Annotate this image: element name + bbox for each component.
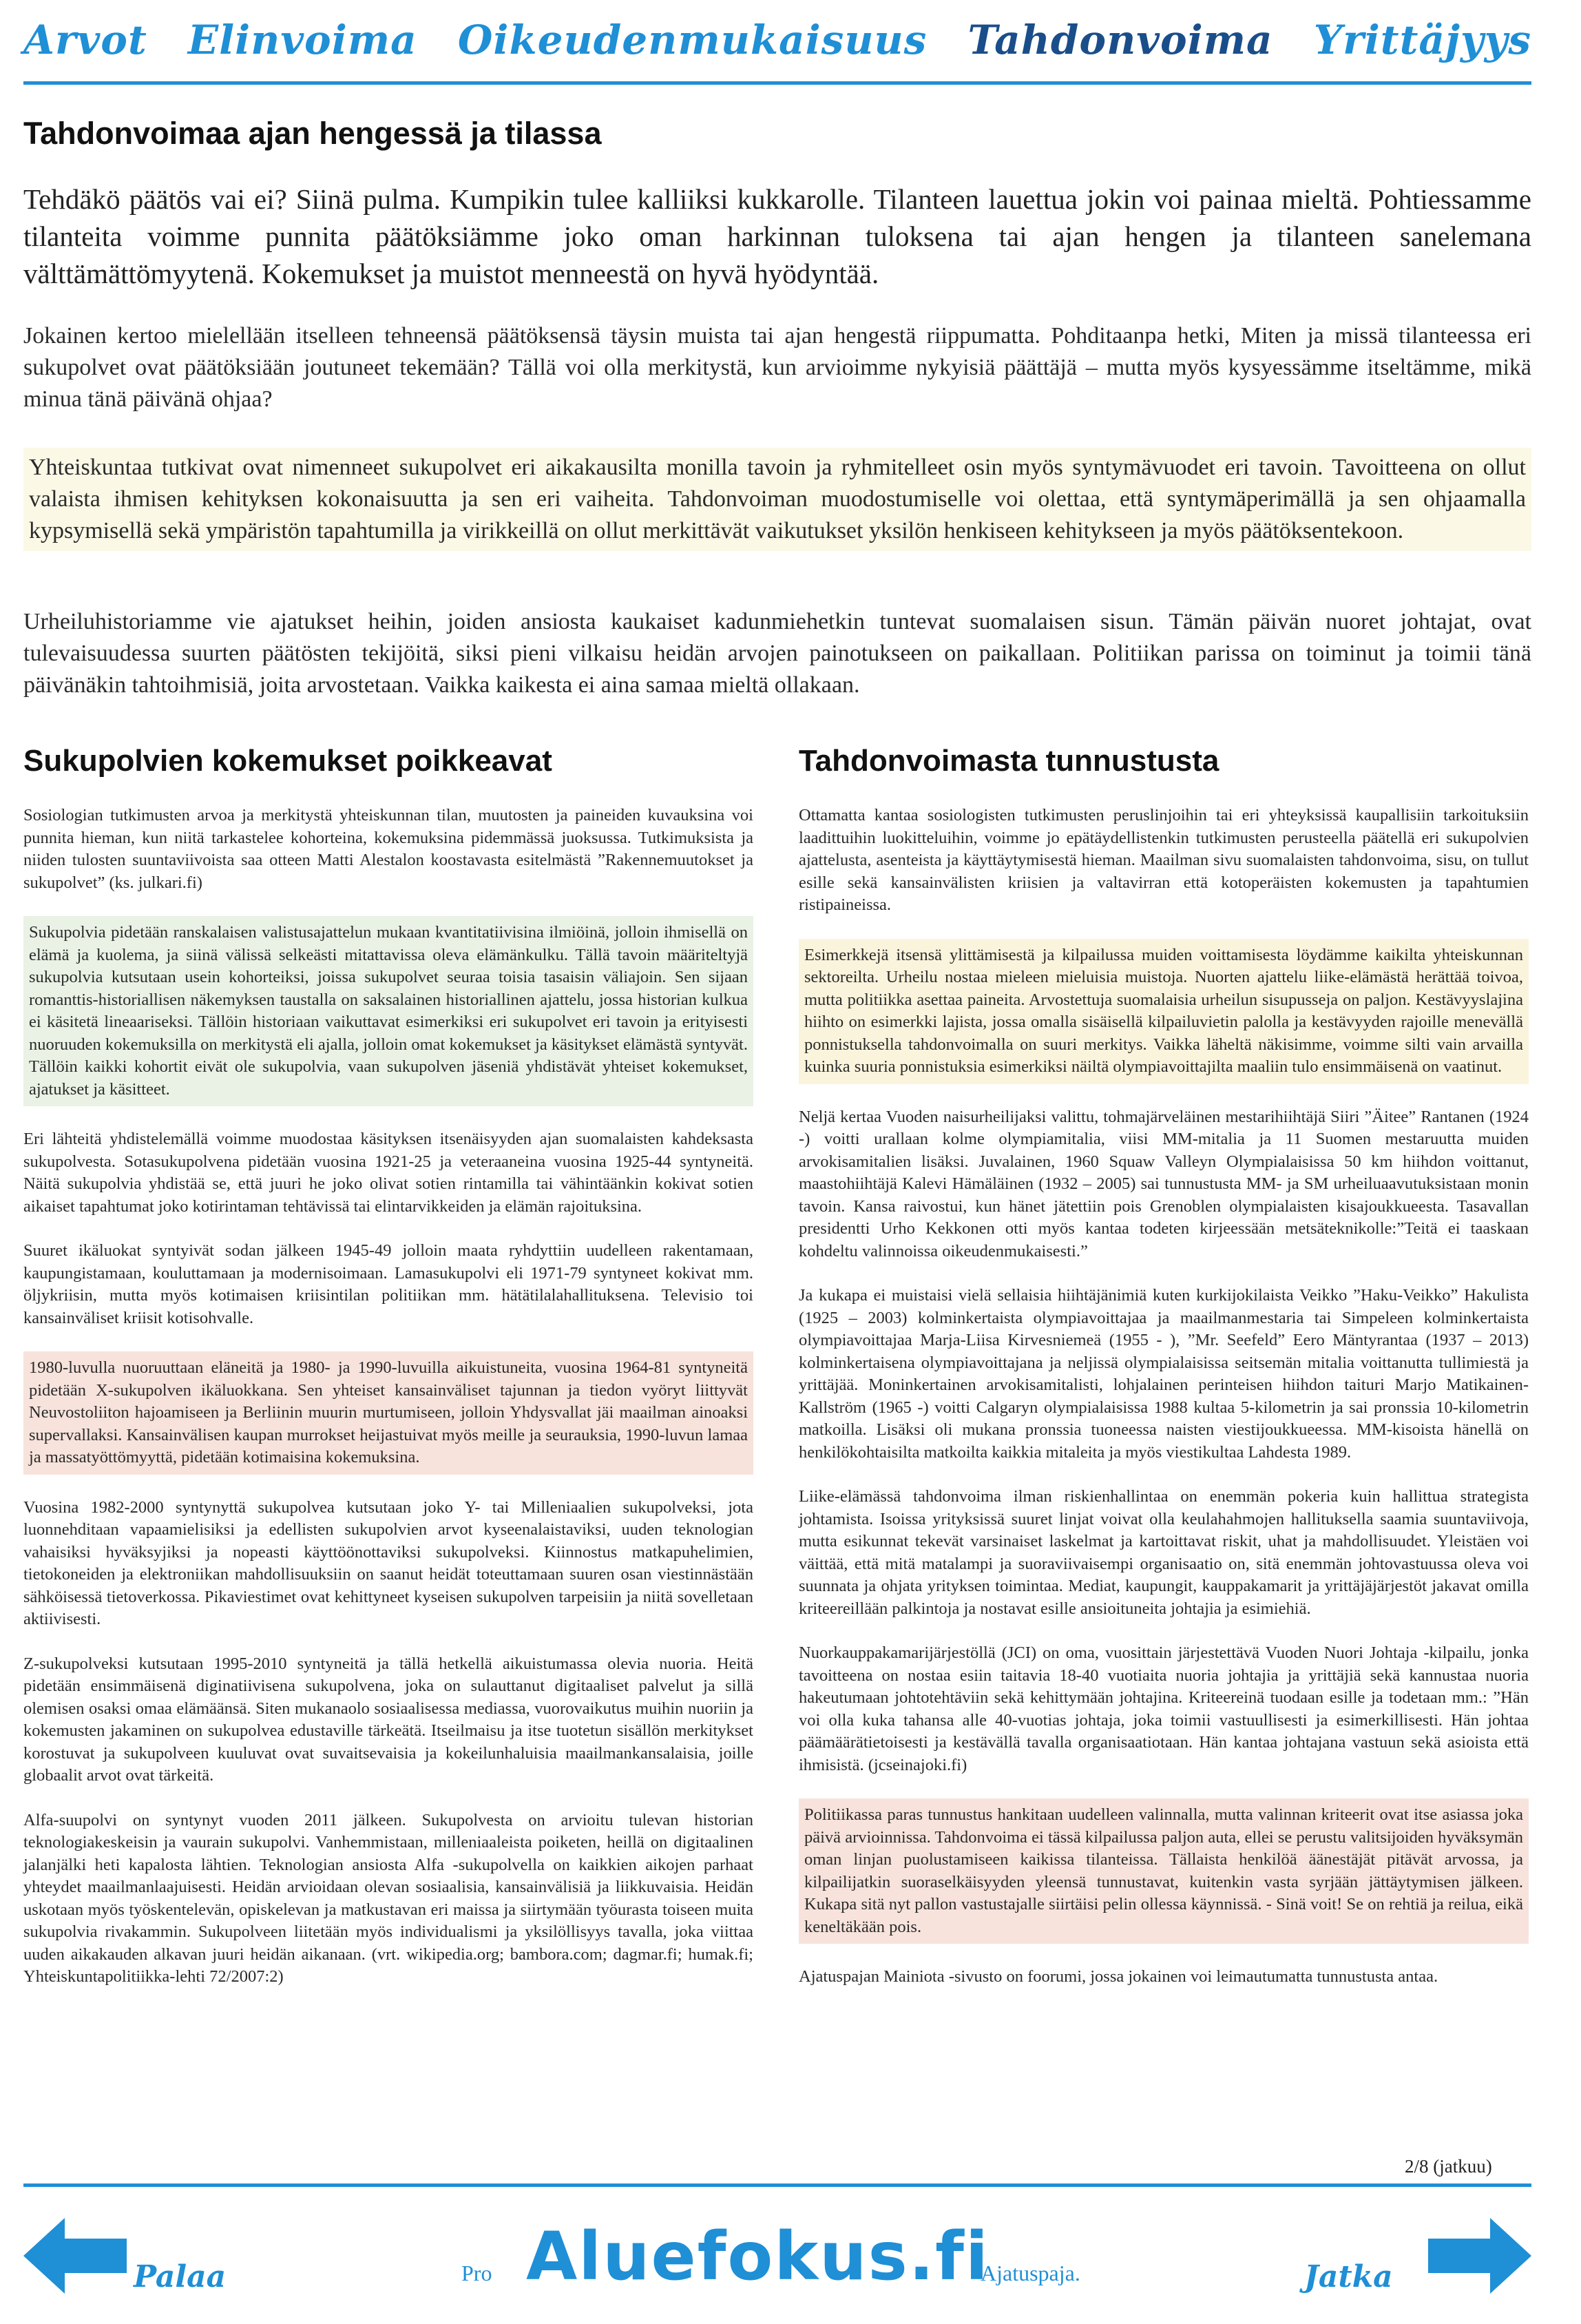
left-paragraph: Z-sukupolveksi kutsutaan 1995-2010 syntyneitä ja tällä hetkellä aikuistumassa olevia nuoria. Heitä pidetään ensimmäisenä diginatiivisena sukupolvena, joka on sulauttanut digitaaliset palvelut ja sillä olemisen osaksi omaa elämäänsä. Siten mukanaolo sosiaalisessa mediassa, vuorovaikutus muihin nuoriin ja kokemusten jakaminen on sukupolvea edustaville tärkeätä. Itseilmaisu ja itse tuotetun sisällön merkitykset korostuvat ja sukupolveen kuuluvat ovat suvaitsevaisia ja kokeilunhaluisia maailmankansalaisia, joille globaalit arvot ovat tärkeitä. <box>23 1654 753 1785</box>
nav-elinvoima[interactable]: Elinvoima <box>187 17 417 63</box>
left-paragraph-highlight: 1980-luvulla nuoruuttaan eläneitä ja 1980- ja 1990-luvuilla aikuistuneita, vuosina 1964-81 syntyneitä pidetään X-sukupolven ikäluokkana. Sen yhteiset kansainväliset tajunnan ja tiedon vyöryt liittyvät Neuvostoliiton hajoamiseen ja Berliinin muurin murtumiseen, jolloin Yhdysvallat jäi maailman ainoaksi supervallaksi. Kansainvälisen kaupan murrokset heijastuivat myös meille ja seurauksia, 1990-luvun lamaa ja massatyöttömyyttä, pidetään kotimaisina kokemuksina. <box>23 1351 753 1475</box>
next-link[interactable]: Jatka <box>1304 2259 1393 2294</box>
back-arrow-icon[interactable] <box>23 2218 127 2294</box>
intro-paragraph: Tehdäkö päätös vai ei? Siinä pulma. Kumpikin tulee kalliiksi kukkarolle. Tilanteen lauettua jokin voi painaa mieltä. Pohtiessamme tilanteita voimme punnita päätöksiämme joko oman harkinnan tuloksena tai ajan hengen ja tilanteen sanelemana välttämättömyytenä. Kokemukset ja muistot menneestä on hyvä hyödyntää. <box>23 183 1531 289</box>
left-paragraph: Eri lähteitä yhdistelemällä voimme muodostaa käsityksen itsenäisyyden ajan suomalaisten kahdeksasta sukupolvesta. Sotasukupolvena pidetään vuosina 1921-25 ja veteraaneina vuosina 1925-44 syntyneitä. Näitä sukupolvia yhdistää se, että juuri he joko olivat sotien rintamilla tai vähintäänkin kokivat sotien aikaiset tapahtumat joko kotirintaman tehtävissä tai elintarvikkeiden ja elämän rajoituksina. <box>23 1130 753 1216</box>
nav-yrittajyys[interactable]: Yrittäjyys <box>1313 17 1531 63</box>
page-title: Tahdonvoimaa ajan hengessä ja tilassa <box>23 116 602 151</box>
paragraph-1: Jokainen kertoo mielellään itselleen tehneensä päätöksensä täysin muista tai ajan hengestä riippumatta. Pohditaanpa hetki, Miten ja missä tilanteessa eri sukupolvet ovat päätöksiään joutuneet tekemään? Tällä voi olla merkitystä, kun arvioimme nykyisiä päättäjä – mutta myös kysyessämme itseltämme, mikä minua tänä päivänä ohjaa? <box>23 323 1531 412</box>
right-paragraph: Nuorkauppakamarijärjestöllä (JCI) on oma, vuosittain järjestettävä Vuoden Nuori Johtaja -kilpailu, jonka tavoitteena on nostaa esiin taitavia 18-40 vuotiaita nuoria johtajia ja yrittäjiä sekä kannustaa nuoria hakeutumaan johtotehtäviin sekä kehittymään johtajina. Kriteereinä tuodaan esille ja todetaan mm.: ”Hän voi olla kuka tahansa alle 40-vuotias johtaja, joka toimii vastuullisesti ja esimerkillisesti. Hän johtaa päämäärätietoisesti ja kestävällä tavalla organisaatiotaan. Hän kantaa johtajana vastuun sekä asioista että ihmisistä. (jcseinajoki.fi) <box>799 1643 1529 1774</box>
footer-pro: Pro <box>461 2261 492 2285</box>
site-logo[interactable]: Aluefokus.fi <box>526 2218 990 2295</box>
left-paragraph: Suuret ikäluokat syntyivät sodan jälkeen 1945-49 jolloin maata ryhdyttiin uudelleen rakentamaan, kaupungistamaan, kouluttamaan ja modernisoimaan. Lamasukupolvi eli 1971-79 syntyneet kokivat mm. öljykriisin, mutta myös kotimaisen kriisintilan politiikan mm. hätätilalahallituksena. Televisio toi kansainväliset kriisit kotisohvalle. <box>23 1241 753 1327</box>
left-paragraph-highlight: Sukupolvia pidetään ranskalaisen valistusajattelun mukaan kvantitatiivisina ilmiöinä, jolloin ihmisellä on elämä ja kuolema, ja siinä välissä selkeästi mitattavissa oleva elämänkulku. Tällä tavoin määriteltyjä sukupolvia kutsutaan usein kohorteiksi, joissa sukupolvet seuraa toisia tasaisin väliajoin. Sen sijaan romanttis-historiallisen näkemyksen taustalla on saksalainen historiallinen ajattelu, jossa historian kulkua ei käsitetä lineaariseksi. Tällöin historiaan vaikuttavat esimerkiksi eri sukupolvet eri tavoin ja erityisesti nuoruuden kokemuksilla on merkitystä eli ajalla, jolloin omat kokemukset ja käsitykset elämästä syntyvät. Tällöin kaikki kohortit eivät ole sukupolvia, vaan sukupolven jäseniä yhdistävät yhteiset kokemukset, ajatukset ja käsitteet. <box>23 916 753 1106</box>
right-paragraph: Ja kukapa ei muistaisi vielä sellaisia hiihtäjänimiä kuten kurkijokilaista Veikko ”Haku-Veikko” Hakulista (1925 – 2003) kolminkertaista olympiavoittajaa ja maailmanmestaria tai Simpeleen kolminkertaista olympiavoittajaa Marja-Liisa Kirvesniemeä (1955 - ), ”Mr. Seefeld” Eero Mäntyrantaa (1937 – 2013) kolminkertaisena olympiavoittajana ja neljissä olympialaisissa seitsemän mitalia voittanutta tullimiestä ja yrittäjää. Moninkertainen arvokisamitalisti, lohjalainen perinteisen hiihdon taituri Marjo Matikainen-Kallström (1965 -) voitti Calgaryn olympialaisissa 1988 kultaa 5-kilometrin ja sai pronssia 10-kilometrin matkoilla. Lisäksi oli mukana pronssia tuoneessa naisten viestijoukkueessa. MM-kisoista hänellä on henkilökohtaisilta matkoilta kaikkia mitaleita ja myös viestikultaa Lahdesta 1989. <box>799 1286 1529 1462</box>
left-paragraph: Alfa-suupolvi on syntynyt vuoden 2011 jälkeen. Sukupolvesta on arvioitu tulevan historian teknologiakeskeisin ja vaurain sukupolvi. Vanhemmistaan, milleniaaleista poiketen, heillä on digitaalinen jalanjälki heti kapalosta lähtien. Teknologian ansiosta Alfa -sukupolvella on kaikkien aikojen parhaat yhteydet maailmanlaajuisesti. Heidän arvioidaan olevan sosiaalisia, kansainvälisiä ja liikkuvaisia. Heidän uskotaan myös työskentelevän, opiskelevan ja matkustavan eri maissa ja siirtymään työurasta toiseen muita sukupolvia rivakammin. Sukupolveen liitetään myös individualismi ja yksilöllisyys tavalla, joka viittaa uuden aikakauden alkavan juuri heidän aikanaan. (vrt. wikipedia.org; bambora.com; dagmar.fi; humak.fi; Yhteiskuntapolitiikka-lehti 72/2007:2) <box>23 1810 753 1986</box>
left-paragraph: Sosiologian tutkimusten arvoa ja merkitystä yhteiskunnan tilan, muutosten ja paineiden kuvauksina voi punnita hieman, kun niitä tarkastelee kohorteina, kokemuksina pidemmässä juoksussa. Tutkimuksista ja niiden tulosten suuntaviivoista saa otteen Matti Alestalon koostavasta esitelmästä ”Rakennemuutokset ja sukupolvet” (ks. julkari.fi) <box>23 806 753 892</box>
page-number: 2/8 (jatkuu) <box>1405 2156 1492 2177</box>
footer-subtitle: Ajatuspaja. <box>981 2261 1080 2285</box>
bottom-divider <box>23 2183 1531 2187</box>
paragraph-3: Urheiluhistoriamme vie ajatukset heihin, joiden ansiosta kaukaiset kadunmiehetkin tuntevat suomalaisen sisun. Tämän päivän nuoret johtajat, ovat tulevaisuudessa suurten päätösten tekijöitä, siksi pieni vilkaisu heidän arvojen painotukseen on paikallaan. Politiikan parissa on toiminut ja toimii tänä päivänäkin tahtoihmisiä, joita arvostetaan. Vaikka kaikesta ei aina samaa mieltä ollakaan. <box>23 609 1531 698</box>
top-divider <box>23 81 1531 85</box>
footer <box>23 2211 1531 2301</box>
right-paragraph: Liike-elämässä tahdonvoima ilman riskienhallintaa on enemmän pokeria kuin hallittua strategista johtamista. Isoissa yrityksissä suuret linjat voivat olla keulahahmojen hallituksella saamia suuntaviivoja, mutta esikunnat tekevät varsinaiset laskelmat ja kartoittavat riskit, uhat ja mahdollisuudet. Yleistäen voi väittää, että mitä matalampi ja suoraviivaisempi organisaatio on, sitä enemmän johtovastuussa oleva voi suunnata ja ohjata yrityksen toimintaa. Mediat, kaupungit, kauppakamarit ja yrittäjäjärjestöt jakavat omilla kriteereillään palkintoja ja nostavat esille ansioituneita johtajia ja esimiehiä. <box>799 1487 1529 1618</box>
back-link[interactable]: Palaa <box>134 2259 227 2294</box>
right-paragraph-highlight: Esimerkkejä itsensä ylittämisestä ja kilpailussa muiden voittamisesta löydämme kaikilta yhteiskunnan sektoreilta. Urheilu nostaa mieleen mieluisia muistoja. Nuorten ajattelu liike-elämästä herättää toivoa, mutta politiikka asettaa paineita. Arvostettuja suomalaisia urheilun sisupusseja on paljon. Kestävyyslajina hiihto on esimerkki lajista, jossa omalla sisäisellä kilpailuvietin palolla ja kestävyyden rajoille menevällä ponnistuksella tahdonvoimalla on suuri merkitys. Vaikka läheltä näkisimme, voimme silti vain arvailla kuinka suuria ponnistuksia esimerkiksi näiltä olympiavoittajilta maaliin tulo ensimmäisenä on vaatinut. <box>799 939 1529 1084</box>
right-heading: Tahdonvoimasta tunnustusta <box>799 744 1219 778</box>
nav-tahdonvoima[interactable]: Tahdonvoima <box>967 17 1273 63</box>
right-paragraph: Ajatuspajan Mainiota -sivusto on foorumi, jossa jokainen voi leimautumatta tunnustusta antaa. <box>799 1967 1438 1986</box>
next-arrow-icon[interactable] <box>1428 2218 1531 2294</box>
left-paragraph: Vuosina 1982-2000 syntynyttä sukupolvea kutsutaan joko Y- tai Milleniaalien sukupolveksi, jota luonnehditaan vapaamielisiksi ja edellisten sukupolvien arvot kyseenalaistaviksi, uuden teknologian vahaisiksi hyväksyjiksi ja nopeasti käyttöönottaviksi sukupolveksi. Kiinnostus matkapuhelimien, tietokoneiden ja elektroniikan mahdollisuuksiin on saanut heidät toteuttamaan suuren osan viestinnästään sähköisessä tietoverkossa. Pikaviestimet ovat kehittyneet kyseisen sukupolven tarpeisiin ja niitä sovelletaan aktiivisesti. <box>23 1497 753 1628</box>
right-paragraph: Ottamatta kantaa sosiologisten tutkimusten peruslinjoihin tai eri yhteyksissä kaupallisiin tarkoituksiin laadittuihin luokitteluihin, voimme jo epätäydellistenkin tutkimusten perusteella päätellä eri sukupolvien ajattelusta, asenteista ja käyttäytymisestä hieman. Maailman sivu suomalaisten tahdonvoima, sisu, on tullut esille sekä kansainvälisten kriisien ja valtavirran että kotoperäisten kokemusten ja tapahtumien ristipaineissa. <box>799 806 1529 914</box>
right-paragraph: Neljä kertaa Vuoden naisurheilijaksi valittu, tohmajärveläinen mestarihiihtäjä Siiri ”Äitee” Rantanen (1924 -) voitti urallaan kolme olympiamitalia, viisi MM-mitalia ja 11 Suomen mestaruutta muiden arvokisamitalien lisäksi. Juvalainen, 1960 Squaw Valleyn Olympialaisissa 50 km hiihdon voittanut, maastohiihtäjä Kalevi Hämäläinen (1932 – 2005) sai tunnustusta MM- ja SM urheiluaavutuksistaan monin tavoin. Kansa raivostui, kun hänet jätettiin pois Grenoblen olympialaisten kisajoukkueesta. Tasavallan presidentti Urho Kekkonen otti myös kantaa todeten kirjeessään metsäteknikolle:”Teitä ei taaskaan kohdeltu valinnoissa oikeudenmukaisesti.” <box>799 1107 1529 1260</box>
nav-oikeudenmukaisuus[interactable]: Oikeudenmukaisuus <box>457 17 928 63</box>
right-column <box>799 744 1529 2011</box>
left-column <box>23 744 753 2011</box>
right-paragraph-highlight: Politiikassa paras tunnustus hankitaan uudelleen valinnalla, mutta valinnan kriteerit ovat itse asiassa joka päivä arvioinnissa. Tahdonvoima ei tässä kilpailussa paljon auta, ellei se perustu valitsijoiden hyväksymän oman linjan puolustamiseen kaikissa tilanteissa. Tällaista henkilöä äänestäjät pitävät arvossa, ja kilpailijatkin suoraselkäisyyden yleensä tunnustavat, kuitenkin vasta syrjään jättäytymisen jälkeen. Kukapa sitä nyt pallon vastustajalle siirtäisi pelin ollessa käynnissä. - Sinä voit! Se on rehtiä ja reilua, eikä keneltäkään pois. <box>799 1798 1529 1944</box>
paragraph-2-highlight: Yhteiskuntaa tutkivat ovat nimenneet sukupolvet eri aikakausilta monilla tavoin ja ryhmitelleet osin myös syntymävuodet eri tavoin. Tavoitteena on ollut valaista ihmisen kehityksen kokonaisuutta ja sen eri vaiheita. Tahdonvoiman muodostumiselle voi olettaa, että syntymäperimällä ja sen ohjaamalla kypsymisellä sekä ympäristön tapahtumilla ja virikkeillä on ollut merkittävät vaikutukset yksilön henkiseen kehitykseen ja myös päätöksentekoon. <box>23 448 1531 551</box>
top-nav <box>23 12 1531 68</box>
left-heading: Sukupolvien kokemukset poikkeavat <box>23 744 552 778</box>
nav-arvot[interactable]: Arvot <box>23 17 147 63</box>
